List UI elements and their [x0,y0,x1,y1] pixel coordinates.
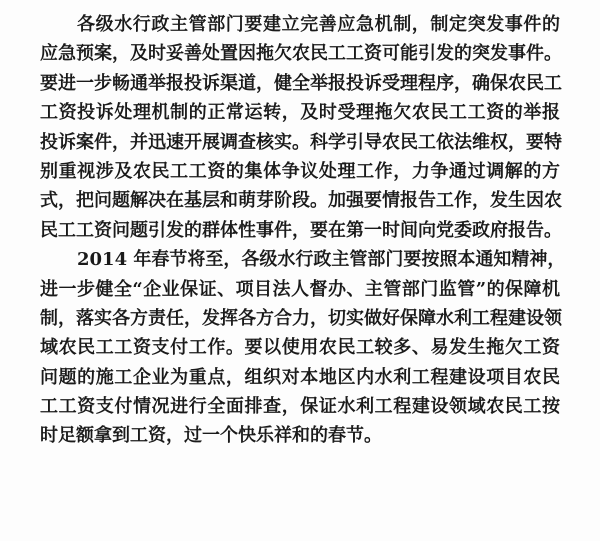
paragraph-1-line-1: 各级水行政主管部门要建立完善应急机制，制定突发事件的 [77,14,560,35]
paragraph-1-line-7: 式，把问题解决在基层和萌芽阶段。加强要情报告工作，发生因农 [40,190,562,212]
paragraph-1-line-3: 要进一步畅通举报投诉渠道，健全举报投诉受理程序，确保农民工 [40,72,562,94]
paragraph-2-line-4: 域农民工工资支付工作。要以使用农民工较多、易发生拖欠工资 [40,337,560,359]
paragraph-1-line-5: 投诉案件，并迅速开展调查核实。科学引导农民工依法维权，要特 [40,131,562,153]
paragraph-1-line-8: 民工工资问题引发的群体性事件，要在第一时间向党委政府报告。 [40,219,562,241]
paragraph-2-line-2: 进一步健全“企业保证、项目法人督办、主管部门监管”的保障机 [40,278,560,300]
paragraph-1-line-6: 别重视涉及农民工工资的集体争议处理工作，力争通过调解的方 [40,160,560,182]
paragraph-1-line-2: 应急预案，及时妥善处置因拖欠农民工工资可能引发的突发事件。 [40,43,562,65]
paragraph-2-line-5: 问题的施工企业为重点，组织对本地区内水利工程建设项目农民 [40,366,560,388]
paragraph-2-line-6: 工工资支付情况进行全面排查，保证水利工程建设领域农民工按 [40,396,560,418]
paragraph-2-line-3: 制，落实各方责任，发挥各方合力，切实做好保障水利工程建设领 [40,307,562,329]
document-body [40,10,566,451]
paragraph-2-line-1: 2014 年春节将至，各级水行政主管部门要按照本通知精神， [77,249,566,271]
paragraph-1-line-4: 工资投诉处理机制的正常运转，及时受理拖欠农民工工资的举报 [40,102,560,124]
paragraph-2-line-7: 时足额拿到工资，过一个快乐祥和的春节。 [40,425,382,447]
